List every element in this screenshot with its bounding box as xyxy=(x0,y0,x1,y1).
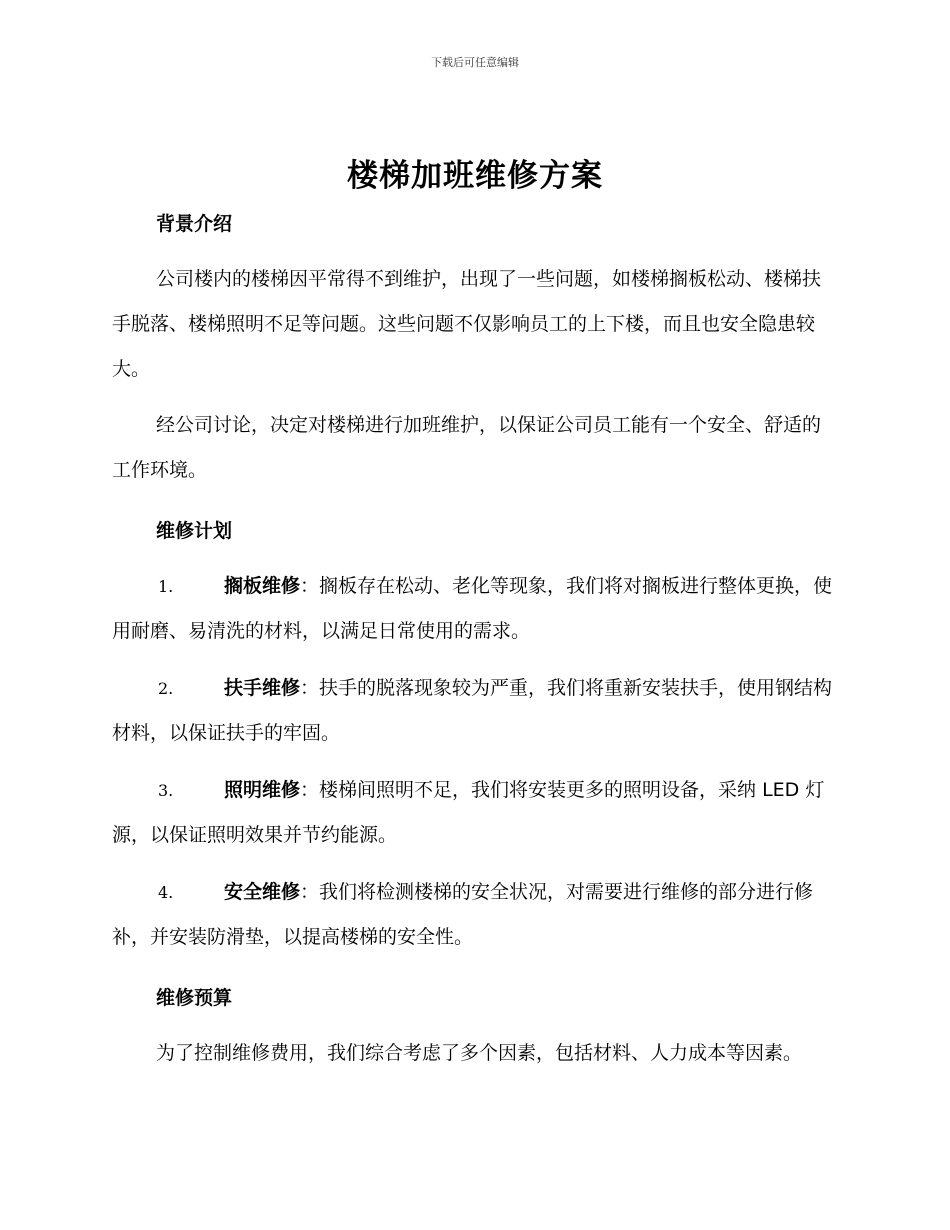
plan-item-number: 4. xyxy=(158,883,174,902)
plan-item-1 xyxy=(112,564,834,654)
plan-item-separator: ： xyxy=(300,575,320,597)
plan-item-text: 扶手的脱落现象较为严重，我们将重新安装扶手，使用钢结构材料，以保证扶手的牢固。 xyxy=(112,677,833,744)
plan-item-4 xyxy=(112,870,834,960)
plan-item-label: 搁板维修 xyxy=(224,575,301,597)
section-heading-budget: 维修预算 xyxy=(156,987,233,1009)
plan-item-text: 我们将检测楼梯的安全状况，对需要进行维修的部分进行修补，并安装防滑垫，以提高楼梯的安全性。 xyxy=(112,881,814,948)
plan-item-label: 安全维修 xyxy=(224,881,301,903)
plan-item-number: 2. xyxy=(158,679,174,698)
plan-item-label: 照明维修 xyxy=(224,779,301,801)
header-note: 下载后可任意编辑 xyxy=(431,56,519,69)
section-heading-background: 背景介绍 xyxy=(156,213,233,235)
background-paragraph-2: 经公司讨论，决定对楼梯进行加班维护，以保证公司员工能有一个安全、舒适的工作环境。 xyxy=(112,414,822,481)
document-title: 楼梯加班维修方案 xyxy=(347,158,603,194)
plan-item-3 xyxy=(112,768,834,858)
plan-item-text: 楼梯间照明不足，我们将安装更多的照明设备，采纳 LED 灯源，以保证照明效果并节约能源。 xyxy=(112,779,825,846)
plan-item-separator: ： xyxy=(300,779,320,801)
plan-item-number: 1. xyxy=(158,577,174,596)
plan-item-number: 3. xyxy=(158,781,174,800)
plan-item-label: 扶手维修 xyxy=(224,677,301,699)
background-paragraph-1: 公司楼内的楼梯因平常得不到维护，出现了一些问题，如楼梯搁板松动、楼梯扶手脱落、楼梯照明不足等问题。这些问题不仅影响员工的上下楼，而且也安全隐患较大。 xyxy=(112,268,822,380)
budget-paragraph-1: 为了控制维修费用，我们综合考虑了多个因素，包括材料、人力成本等因素。 xyxy=(156,1042,803,1064)
section-heading-plan: 维修计划 xyxy=(156,520,233,542)
plan-item-separator: ： xyxy=(300,677,320,699)
plan-item-text: 搁板存在松动、老化等现象，我们将对搁板进行整体更换，使用耐磨、易清洗的材料，以满足日常使用的需求。 xyxy=(112,575,833,642)
plan-item-separator: ： xyxy=(300,881,320,903)
plan-item-2 xyxy=(112,666,834,756)
